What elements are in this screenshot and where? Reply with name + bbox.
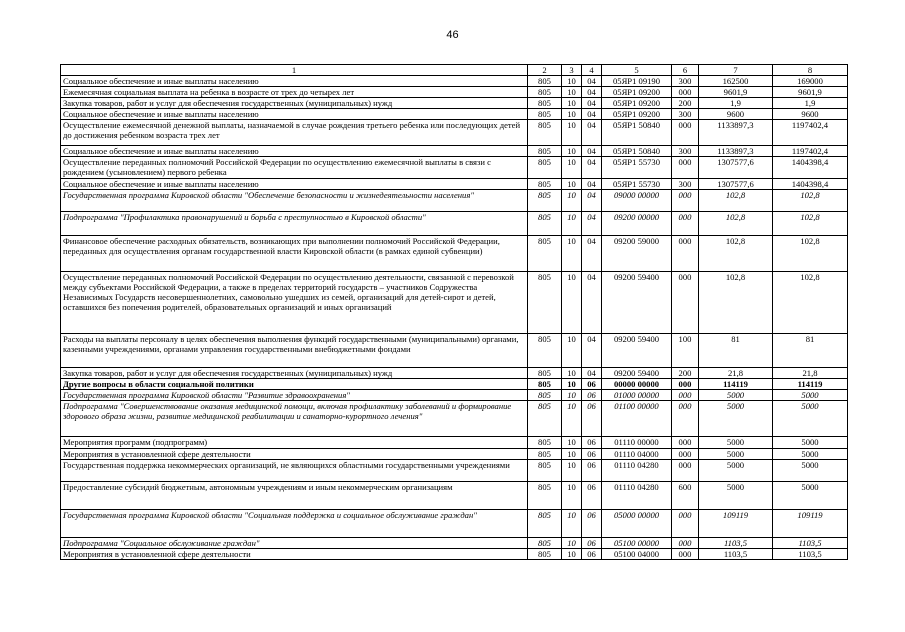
ved-cell: 805 — [528, 179, 562, 190]
amount-year1-cell: 1307577,6 — [699, 179, 773, 190]
expense-type-cell: 200 — [672, 368, 699, 379]
table-row — [61, 236, 848, 272]
section-cell: 10 — [562, 401, 582, 437]
ved-cell: 805 — [528, 236, 562, 272]
section-cell: 10 — [562, 190, 582, 212]
subsection-cell: 06 — [582, 379, 602, 390]
ved-cell: 805 — [528, 87, 562, 98]
expense-type-cell: 000 — [672, 390, 699, 401]
ved-cell: 805 — [528, 510, 562, 538]
expense-type-cell: 000 — [672, 437, 699, 449]
section-cell: 10 — [562, 76, 582, 87]
amount-year2-cell: 1,9 — [773, 98, 848, 109]
row-name-cell: Финансовое обеспечение расходных обязательств, возникающих при выполнении полномочий Российской Федерации, переданных для осуществления органам государственной власти Кировской области (в рамках единой субвенции) — [61, 236, 528, 272]
amount-year2-cell: 1404398,4 — [773, 157, 848, 179]
subsection-cell: 04 — [582, 190, 602, 212]
amount-year1-cell: 102,8 — [699, 272, 773, 334]
subsection-cell: 06 — [582, 390, 602, 401]
table-row — [61, 549, 848, 560]
expense-type-cell: 000 — [672, 401, 699, 437]
subsection-cell: 04 — [582, 179, 602, 190]
header-row — [61, 65, 848, 76]
row-name-cell: Расходы на выплаты персоналу в целях обеспечения выполнения функций государственными (муниципальными) органами, казенными учреждениями, органами управления государственными внебюджетными фондами — [61, 334, 528, 368]
table-row — [61, 98, 848, 109]
table-row — [61, 120, 848, 146]
expense-type-cell: 000 — [672, 379, 699, 390]
section-cell: 10 — [562, 368, 582, 379]
amount-year2-cell: 5000 — [773, 437, 848, 449]
target-article-cell: 09200 59400 — [602, 272, 672, 334]
ved-cell: 805 — [528, 212, 562, 236]
section-cell: 10 — [562, 109, 582, 120]
row-name-cell: Мероприятия программ (подпрограмм) — [61, 437, 528, 449]
expense-type-cell: 100 — [672, 334, 699, 368]
budget-table — [60, 64, 848, 560]
section-cell: 10 — [562, 390, 582, 401]
target-article-cell: 09200 59400 — [602, 334, 672, 368]
row-name-cell: Социальное обеспечение и иные выплаты населению — [61, 146, 528, 157]
subsection-cell: 06 — [582, 437, 602, 449]
amount-year2-cell: 1404398,4 — [773, 179, 848, 190]
amount-year1-cell: 114119 — [699, 379, 773, 390]
amount-year2-cell: 5000 — [773, 401, 848, 437]
row-name-cell: Государственная программа Кировской области "Обеспечение безопасности и жизнедеятельности населения" — [61, 190, 528, 212]
amount-year1-cell: 9600 — [699, 109, 773, 120]
amount-year1-cell: 1133897,3 — [699, 120, 773, 146]
amount-year1-cell: 1103,5 — [699, 538, 773, 549]
section-cell: 10 — [562, 236, 582, 272]
row-name-cell: Мероприятия в установленной сфере деятельности — [61, 549, 528, 560]
amount-year1-cell: 102,8 — [699, 212, 773, 236]
section-cell: 10 — [562, 437, 582, 449]
expense-type-cell: 300 — [672, 76, 699, 87]
amount-year2-cell: 102,8 — [773, 190, 848, 212]
expense-type-cell: 000 — [672, 549, 699, 560]
column-header: 2 — [528, 65, 562, 76]
amount-year2-cell: 5000 — [773, 482, 848, 510]
section-cell: 10 — [562, 334, 582, 368]
table-row — [61, 157, 848, 179]
expense-type-cell: 000 — [672, 460, 699, 482]
row-name-cell: Подпрограмма "Совершенствование оказания медицинской помощи, включая профилактику заболеваний и формирование здорового образа жизни, развитие медицинской реабилитации и санаторно-курортного лечения" — [61, 401, 528, 437]
subsection-cell: 04 — [582, 334, 602, 368]
ved-cell: 805 — [528, 190, 562, 212]
target-article-cell: 09200 00000 — [602, 212, 672, 236]
table-row — [61, 368, 848, 379]
amount-year2-cell: 102,8 — [773, 236, 848, 272]
target-article-cell: 05ЯР1 09200 — [602, 98, 672, 109]
ved-cell: 805 — [528, 334, 562, 368]
ved-cell: 805 — [528, 549, 562, 560]
subsection-cell: 04 — [582, 212, 602, 236]
section-cell: 10 — [562, 538, 582, 549]
ved-cell: 805 — [528, 449, 562, 460]
expense-type-cell: 000 — [672, 510, 699, 538]
amount-year1-cell: 162500 — [699, 76, 773, 87]
target-article-cell: 09000 00000 — [602, 190, 672, 212]
target-article-cell: 00000 00000 — [602, 379, 672, 390]
section-cell: 10 — [562, 549, 582, 560]
subsection-cell: 06 — [582, 510, 602, 538]
column-header: 8 — [773, 65, 848, 76]
expense-type-cell: 200 — [672, 98, 699, 109]
table-row — [61, 190, 848, 212]
amount-year2-cell: 5000 — [773, 460, 848, 482]
section-cell: 10 — [562, 449, 582, 460]
table-row — [61, 401, 848, 437]
target-article-cell: 05ЯР1 09200 — [602, 87, 672, 98]
row-name-cell: Осуществление переданных полномочий Российской Федерации по осуществлению деятельности, связанной с перевозкой между субъектами Российской Федерации, а также в пределах территорий государств – участников Содружества Независимых Государств несовершеннолетних, самовольно ушедших из семей, организаций для детей-сирот и детей, оставшихся без попечения родителей, образовательных организаций и иных организаций — [61, 272, 528, 334]
amount-year2-cell: 102,8 — [773, 272, 848, 334]
ved-cell: 805 — [528, 482, 562, 510]
subsection-cell: 04 — [582, 368, 602, 379]
ved-cell: 805 — [528, 157, 562, 179]
expense-type-cell: 300 — [672, 109, 699, 120]
amount-year1-cell: 5000 — [699, 390, 773, 401]
amount-year1-cell: 9601,9 — [699, 87, 773, 98]
amount-year2-cell: 1197402,4 — [773, 120, 848, 146]
expense-type-cell: 000 — [672, 157, 699, 179]
column-header: 3 — [562, 65, 582, 76]
column-header: 7 — [699, 65, 773, 76]
table-row — [61, 272, 848, 334]
target-article-cell: 05ЯР1 09200 — [602, 109, 672, 120]
target-article-cell: 05000 00000 — [602, 510, 672, 538]
ved-cell: 805 — [528, 76, 562, 87]
table-row — [61, 146, 848, 157]
table-body — [61, 76, 848, 560]
amount-year1-cell: 1307577,6 — [699, 157, 773, 179]
table-row — [61, 510, 848, 538]
column-header: 5 — [602, 65, 672, 76]
target-article-cell: 09200 59000 — [602, 236, 672, 272]
subsection-cell: 06 — [582, 482, 602, 510]
subsection-cell: 06 — [582, 401, 602, 437]
expense-type-cell: 300 — [672, 179, 699, 190]
amount-year2-cell: 114119 — [773, 379, 848, 390]
section-cell: 10 — [562, 98, 582, 109]
target-article-cell: 05100 00000 — [602, 538, 672, 549]
expense-type-cell: 000 — [672, 272, 699, 334]
section-cell: 10 — [562, 157, 582, 179]
subsection-cell: 04 — [582, 87, 602, 98]
section-cell: 10 — [562, 120, 582, 146]
target-article-cell: 05ЯР1 50840 — [602, 120, 672, 146]
page-number: 46 — [446, 29, 459, 41]
amount-year2-cell: 1197402,4 — [773, 146, 848, 157]
table-row — [61, 390, 848, 401]
amount-year1-cell: 109119 — [699, 510, 773, 538]
amount-year1-cell: 5000 — [699, 482, 773, 510]
subsection-cell: 04 — [582, 98, 602, 109]
ved-cell: 805 — [528, 538, 562, 549]
table-row — [61, 538, 848, 549]
ved-cell: 805 — [528, 379, 562, 390]
target-article-cell: 01110 00000 — [602, 437, 672, 449]
amount-year2-cell: 5000 — [773, 449, 848, 460]
expense-type-cell: 000 — [672, 236, 699, 272]
ved-cell: 805 — [528, 401, 562, 437]
row-name-cell: Подпрограмма "Профилактика правонарушений и борьба с преступностью в Кировской области" — [61, 212, 528, 236]
table-row — [61, 76, 848, 87]
row-name-cell: Государственная программа Кировской области "Развитие здравоохранения" — [61, 390, 528, 401]
target-article-cell: 09200 59400 — [602, 368, 672, 379]
amount-year2-cell: 1103,5 — [773, 549, 848, 560]
amount-year2-cell: 102,8 — [773, 212, 848, 236]
section-cell: 10 — [562, 482, 582, 510]
section-cell: 10 — [562, 379, 582, 390]
target-article-cell: 01110 04280 — [602, 482, 672, 510]
subsection-cell: 06 — [582, 460, 602, 482]
section-cell: 10 — [562, 87, 582, 98]
subsection-cell: 04 — [582, 236, 602, 272]
section-cell: 10 — [562, 146, 582, 157]
section-cell: 10 — [562, 460, 582, 482]
target-article-cell: 01000 00000 — [602, 390, 672, 401]
amount-year2-cell: 169000 — [773, 76, 848, 87]
subsection-cell: 04 — [582, 272, 602, 334]
amount-year1-cell: 1133897,3 — [699, 146, 773, 157]
table-row — [61, 212, 848, 236]
amount-year1-cell: 5000 — [699, 401, 773, 437]
row-name-cell: Государственная поддержка некоммерческих организаций, не являющихся областными государственными учреждениями — [61, 460, 528, 482]
row-name-cell: Социальное обеспечение и иные выплаты населению — [61, 109, 528, 120]
column-header: 4 — [582, 65, 602, 76]
amount-year2-cell: 9601,9 — [773, 87, 848, 98]
column-header: 6 — [672, 65, 699, 76]
table-row — [61, 109, 848, 120]
amount-year1-cell: 81 — [699, 334, 773, 368]
subsection-cell: 04 — [582, 76, 602, 87]
row-name-cell: Осуществление ежемесячной денежной выплаты, назначаемой в случае рождения третьего ребенка или последующих детей до достижения ребенком возраста трех лет — [61, 120, 528, 146]
subsection-cell: 04 — [582, 146, 602, 157]
row-name-cell: Социальное обеспечение и иные выплаты населению — [61, 179, 528, 190]
target-article-cell: 01100 00000 — [602, 401, 672, 437]
expense-type-cell: 000 — [672, 212, 699, 236]
amount-year1-cell: 5000 — [699, 437, 773, 449]
expense-type-cell: 000 — [672, 538, 699, 549]
ved-cell: 805 — [528, 460, 562, 482]
table-row — [61, 437, 848, 449]
row-name-cell: Закупка товаров, работ и услуг для обеспечения государственных (муниципальных) нужд — [61, 98, 528, 109]
expense-type-cell: 300 — [672, 146, 699, 157]
table-row — [61, 460, 848, 482]
row-name-cell: Предоставление субсидий бюджетным, автономным учреждениям и иным некоммерческим организациям — [61, 482, 528, 510]
row-name-cell: Подпрограмма "Социальное обслуживание граждан" — [61, 538, 528, 549]
row-name-cell: Осуществление переданных полномочий Российской Федерации по осуществлению ежемесячной выплаты в связи с рождением (усыновлением) первого ребенка — [61, 157, 528, 179]
subsection-cell: 04 — [582, 109, 602, 120]
row-name-cell: Другие вопросы в области социальной политики — [61, 379, 528, 390]
subsection-cell: 04 — [582, 120, 602, 146]
amount-year1-cell: 1103,5 — [699, 549, 773, 560]
expense-type-cell: 000 — [672, 120, 699, 146]
amount-year2-cell: 1103,5 — [773, 538, 848, 549]
subsection-cell: 06 — [582, 449, 602, 460]
column-header: 1 — [61, 65, 528, 76]
ved-cell: 805 — [528, 272, 562, 334]
section-cell: 10 — [562, 212, 582, 236]
ved-cell: 805 — [528, 98, 562, 109]
ved-cell: 805 — [528, 437, 562, 449]
table-row — [61, 179, 848, 190]
amount-year1-cell: 102,8 — [699, 236, 773, 272]
amount-year1-cell: 5000 — [699, 460, 773, 482]
row-name-cell: Ежемесячная социальная выплата на ребенка в возрасте от трех до четырех лет — [61, 87, 528, 98]
subsection-cell: 06 — [582, 538, 602, 549]
table-row — [61, 379, 848, 390]
row-name-cell: Социальное обеспечение и иные выплаты населению — [61, 76, 528, 87]
table-row — [61, 482, 848, 510]
target-article-cell: 05ЯР1 55730 — [602, 179, 672, 190]
amount-year2-cell: 81 — [773, 334, 848, 368]
amount-year1-cell: 1,9 — [699, 98, 773, 109]
table-row — [61, 334, 848, 368]
ved-cell: 805 — [528, 390, 562, 401]
ved-cell: 805 — [528, 109, 562, 120]
expense-type-cell: 600 — [672, 482, 699, 510]
amount-year1-cell: 21,8 — [699, 368, 773, 379]
expense-type-cell: 000 — [672, 449, 699, 460]
table-row — [61, 87, 848, 98]
ved-cell: 805 — [528, 146, 562, 157]
expense-type-cell: 000 — [672, 190, 699, 212]
row-name-cell: Закупка товаров, работ и услуг для обеспечения государственных (муниципальных) нужд — [61, 368, 528, 379]
table-row — [61, 449, 848, 460]
target-article-cell: 05100 04000 — [602, 549, 672, 560]
expense-type-cell: 000 — [672, 87, 699, 98]
amount-year1-cell: 102,8 — [699, 190, 773, 212]
row-name-cell: Мероприятия в установленной сфере деятельности — [61, 449, 528, 460]
section-cell: 10 — [562, 179, 582, 190]
ved-cell: 805 — [528, 368, 562, 379]
amount-year2-cell: 109119 — [773, 510, 848, 538]
amount-year1-cell: 5000 — [699, 449, 773, 460]
amount-year2-cell: 9600 — [773, 109, 848, 120]
target-article-cell: 05ЯР1 09190 — [602, 76, 672, 87]
amount-year2-cell: 21,8 — [773, 368, 848, 379]
target-article-cell: 05ЯР1 55730 — [602, 157, 672, 179]
target-article-cell: 01110 04000 — [602, 449, 672, 460]
section-cell: 10 — [562, 272, 582, 334]
ved-cell: 805 — [528, 120, 562, 146]
subsection-cell: 04 — [582, 157, 602, 179]
subsection-cell: 06 — [582, 549, 602, 560]
target-article-cell: 01110 04280 — [602, 460, 672, 482]
amount-year2-cell: 5000 — [773, 390, 848, 401]
row-name-cell: Государственная программа Кировской области "Социальная поддержка и социальное обслуживание граждан" — [61, 510, 528, 538]
section-cell: 10 — [562, 510, 582, 538]
target-article-cell: 05ЯР1 50840 — [602, 146, 672, 157]
